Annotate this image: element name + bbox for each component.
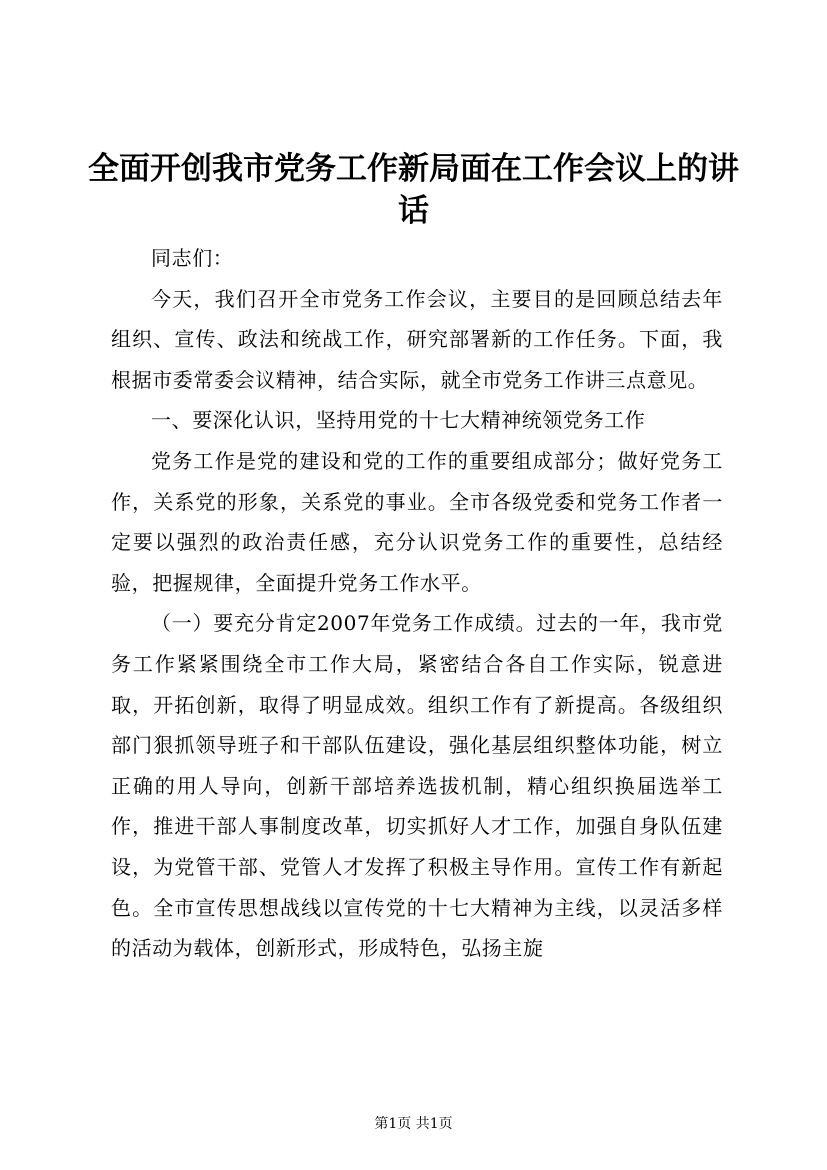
page-footer: 第1页 共1页: [374, 1116, 453, 1132]
section-heading: 一、要深化认识，坚持用党的十七大精神统领党务工作: [151, 408, 646, 433]
document-body: [111, 238, 723, 969]
body-paragraph: （一）要充分肯定2007年党务工作成绩。过去的一年，我市党务工作紧紧围绕全市工作大局，紧密结合各自工作实际，锐意进取，开拓创新，取得了明显成效。组织工作有了新提高。各级组织部门狠抓领导班子和干部队伍建设，强化基层组织整体功能，树立正确的用人导向，创新干部培养选拔机制，精心组织换届选举工作，推进干部人事制度改革，切实抓好人才工作，加强自身队伍建设，为党管干部、党管人才发挥了积极主导作用。宣传工作有新起色。全市宣传思想战线以宣传党的十七大精神为主线，以灵活多样的活动为载体，创新形式，形成特色，弘扬主旋: [111, 611, 723, 961]
salutation-paragraph: 同志们：: [151, 246, 234, 270]
body-paragraph: 党务工作是党的建设和党的工作的重要组成部分；做好党务工作，关系党的形象，关系党的事业。全市各级党委和党务工作者一定要以强烈的政治责任感，充分认识党务工作的重要性，总结经验，把握规律，全面提升党务工作水平。: [111, 448, 723, 595]
document-title: 全面开创我市党务工作新局面在工作会议上的讲话: [88, 151, 739, 229]
intro-paragraph: 今天，我们召开全市党务工作会议，主要目的是回顾总结去年组织、宣传、政法和统战工作，研究部署新的工作任务。下面，我根据市委常委会议精神，结合实际，就全市党务工作讲三点意见。: [111, 286, 723, 392]
